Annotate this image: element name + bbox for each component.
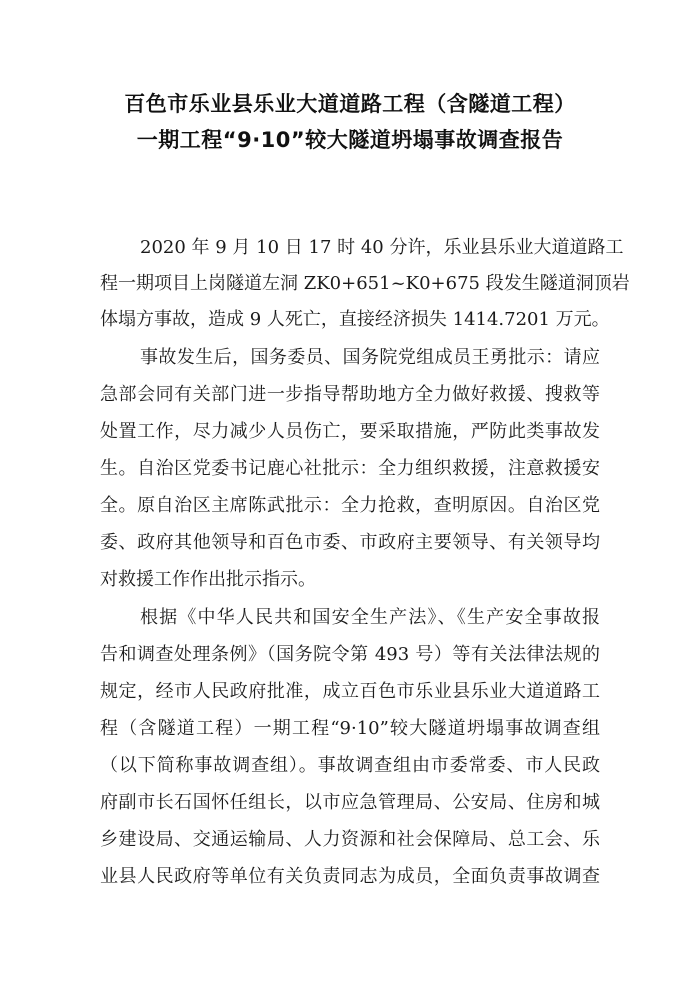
body-line: （以下简称事故调查组）。事故调查组由市委常委、市人民政 — [100, 755, 600, 776]
body-line: 委、政府其他领导和百色市委、市政府主要领导、有关领导均 — [100, 532, 600, 553]
body-line: 府副市长石国怀任组长，以市应急管理局、公安局、住房和城 — [100, 792, 600, 813]
body-line: 乡建设局、交通运输局、人力资源和社会保障局、总工会、乐 — [100, 829, 600, 850]
document-title-line-2: 一期工程“9·10”较大隧道坍塌事故调查报告 — [136, 128, 564, 152]
body-line: 事故发生后，国务委员、国务院党组成员王勇批示：请应 — [140, 347, 600, 368]
body-line: 2020 年 9 月 10 日 17 时 40 分许，乐业县乐业大道道路工 — [140, 237, 624, 258]
body-line: 急部会同有关部门进一步指导帮助地方全力做好救援、搜救等 — [100, 384, 600, 405]
body-line: 告和调查处理条例》（国务院令第 493 号）等有关法律法规的 — [100, 644, 600, 665]
document-title-line-1: 百色市乐业县乐业大道道路工程（含隧道工程） — [124, 92, 576, 116]
body-line: 生。自治区党委书记鹿心社批示：全力组织救援，注意救援安 — [100, 458, 600, 479]
body-line: 业县人民政府等单位有关负责同志为成员，全面负责事故调查 — [100, 866, 600, 887]
body-line: 根据《中华人民共和国安全生产法》、《生产安全事故报 — [140, 607, 600, 628]
body-line: 规定，经市人民政府批准，成立百色市乐业县乐业大道道路工 — [100, 681, 600, 702]
body-line: 体塌方事故，造成 9 人死亡，直接经济损失 1414.7201 万元。 — [100, 309, 610, 330]
body-line: 处置工作，尽力减少人员伤亡，要采取措施，严防此类事故发 — [100, 421, 600, 442]
body-line: 程（含隧道工程）一期工程“9·10”较大隧道坍塌事故调查组 — [100, 718, 600, 739]
body-line: 全。原自治区主席陈武批示：全力抢救，查明原因。自治区党 — [100, 495, 600, 516]
document-body — [100, 230, 630, 890]
body-line: 对救援工作作出批示指示。 — [100, 569, 316, 590]
body-line: 程一期项目上岗隧道左洞 ZK0+651~K0+675 段发生隧道洞顶岩 — [100, 273, 630, 294]
